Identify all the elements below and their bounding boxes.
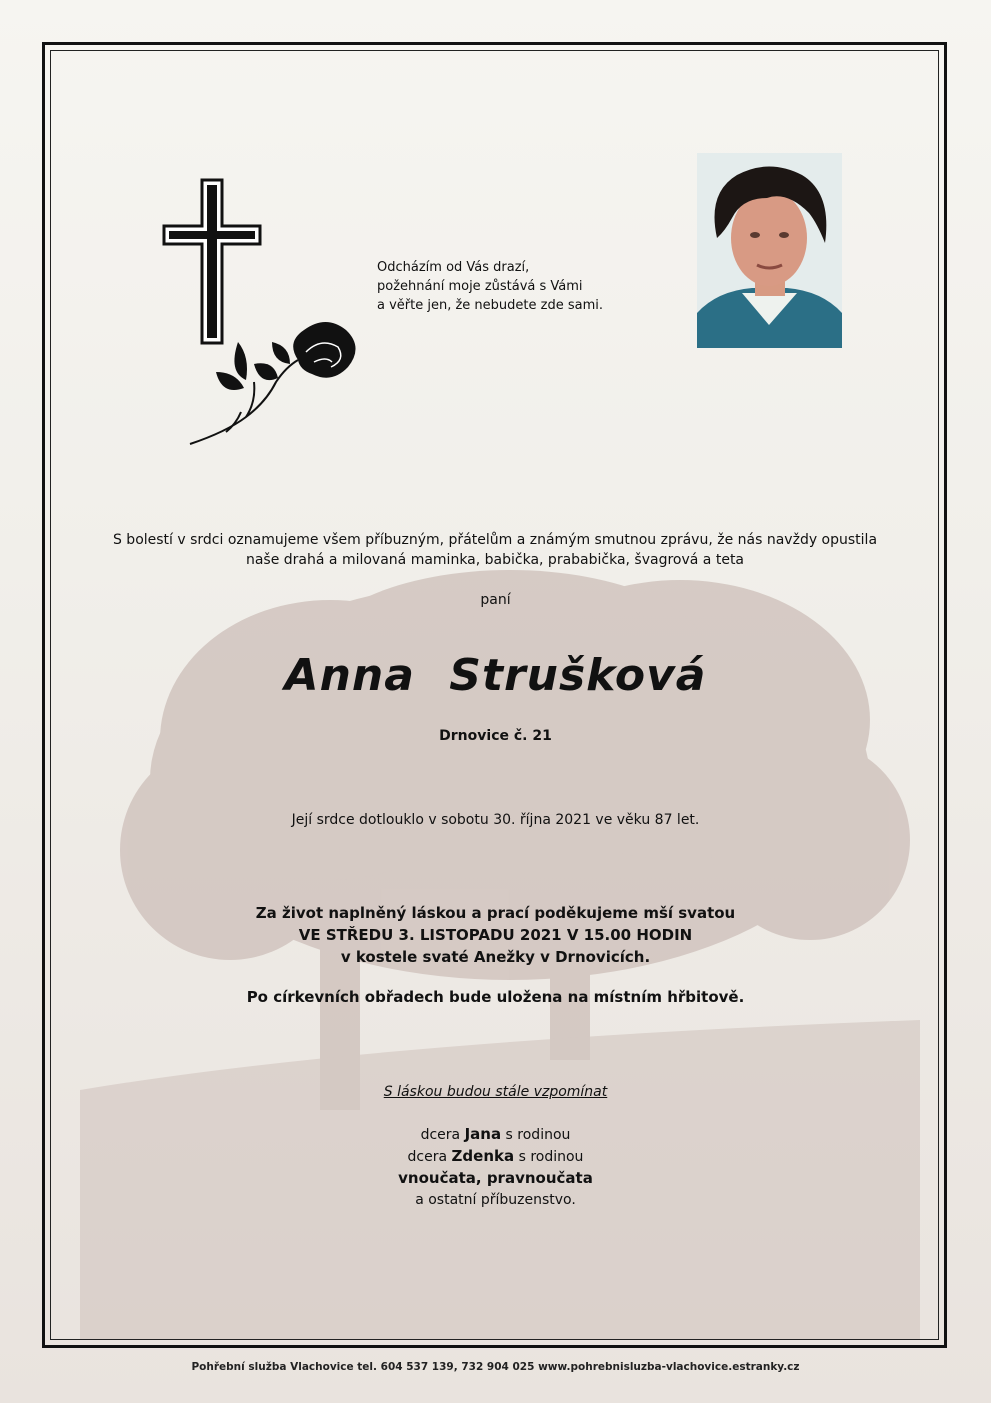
mourners-list <box>0 1124 991 1211</box>
last-name: Strušková <box>449 650 707 701</box>
announcement-text <box>80 530 910 570</box>
first-name: Anna <box>284 650 415 701</box>
memory-heading-text: S láskou budou stále vzpomínat <box>383 1084 608 1100</box>
mourner-relation: dcera <box>407 1149 448 1165</box>
mourner-item <box>0 1124 991 1146</box>
funeral-date: VE STŘEDU 3. LISTOPADU 2021 V 15.00 HODIN <box>298 926 693 944</box>
mourner-suffix: s rodinou <box>505 1127 571 1143</box>
mourner-suffix: s rodinou <box>518 1149 584 1165</box>
funeral-details <box>0 902 991 968</box>
mourner-name: Zdenka <box>451 1147 515 1165</box>
funeral-place: v kostele svaté Anežky v Drnovicích. <box>340 948 651 966</box>
portrait-photo <box>697 153 842 348</box>
announcement-line: S bolestí v srdci oznamujeme všem příbuzným, přátelům a známým smutnou zprávu, že nás navždy opustila <box>112 532 878 548</box>
farewell-poem <box>377 258 637 315</box>
announcement-line: naše drahá a milovaná maminka, babička, prababička, švagrová a teta <box>245 552 745 568</box>
title-word: paní <box>480 592 511 608</box>
funeral-line: Za život naplněný láskou a prací poděkujeme mší svatou <box>255 904 736 922</box>
mourner-relation: dcera <box>420 1127 461 1143</box>
deceased-address: Drnovice č. 21 <box>439 728 552 744</box>
deceased-name <box>0 650 991 701</box>
mourner-name: Jana <box>464 1125 502 1143</box>
mourner-item <box>0 1146 991 1168</box>
grandchildren-line <box>0 1168 991 1190</box>
rose-icon <box>186 312 366 452</box>
grandchildren-text: vnoučata, pravnoučata <box>398 1169 593 1187</box>
burial-note: Po církevních obřadech bude uložena na místním hřbitově. <box>246 988 745 1006</box>
poem-line: a věřte jen, že nebudete zde sami. <box>377 298 603 313</box>
funeral-service-footer: Pohřební služba Vlachovice tel. 604 537 139, 732 904 025 www.pohrebnisluzba-vlachovice.estranky.cz <box>191 1361 800 1373</box>
poem-line: požehnání moje zůstává s Vámi <box>377 279 583 294</box>
poem-line: Odcházím od Vás drazí, <box>377 260 530 275</box>
memory-heading <box>0 1084 991 1100</box>
death-notice: Její srdce dotlouklo v sobotu 30. října 2021 ve věku 87 let. <box>291 812 700 828</box>
relatives-line: a ostatní příbuzenstvo. <box>415 1192 576 1208</box>
